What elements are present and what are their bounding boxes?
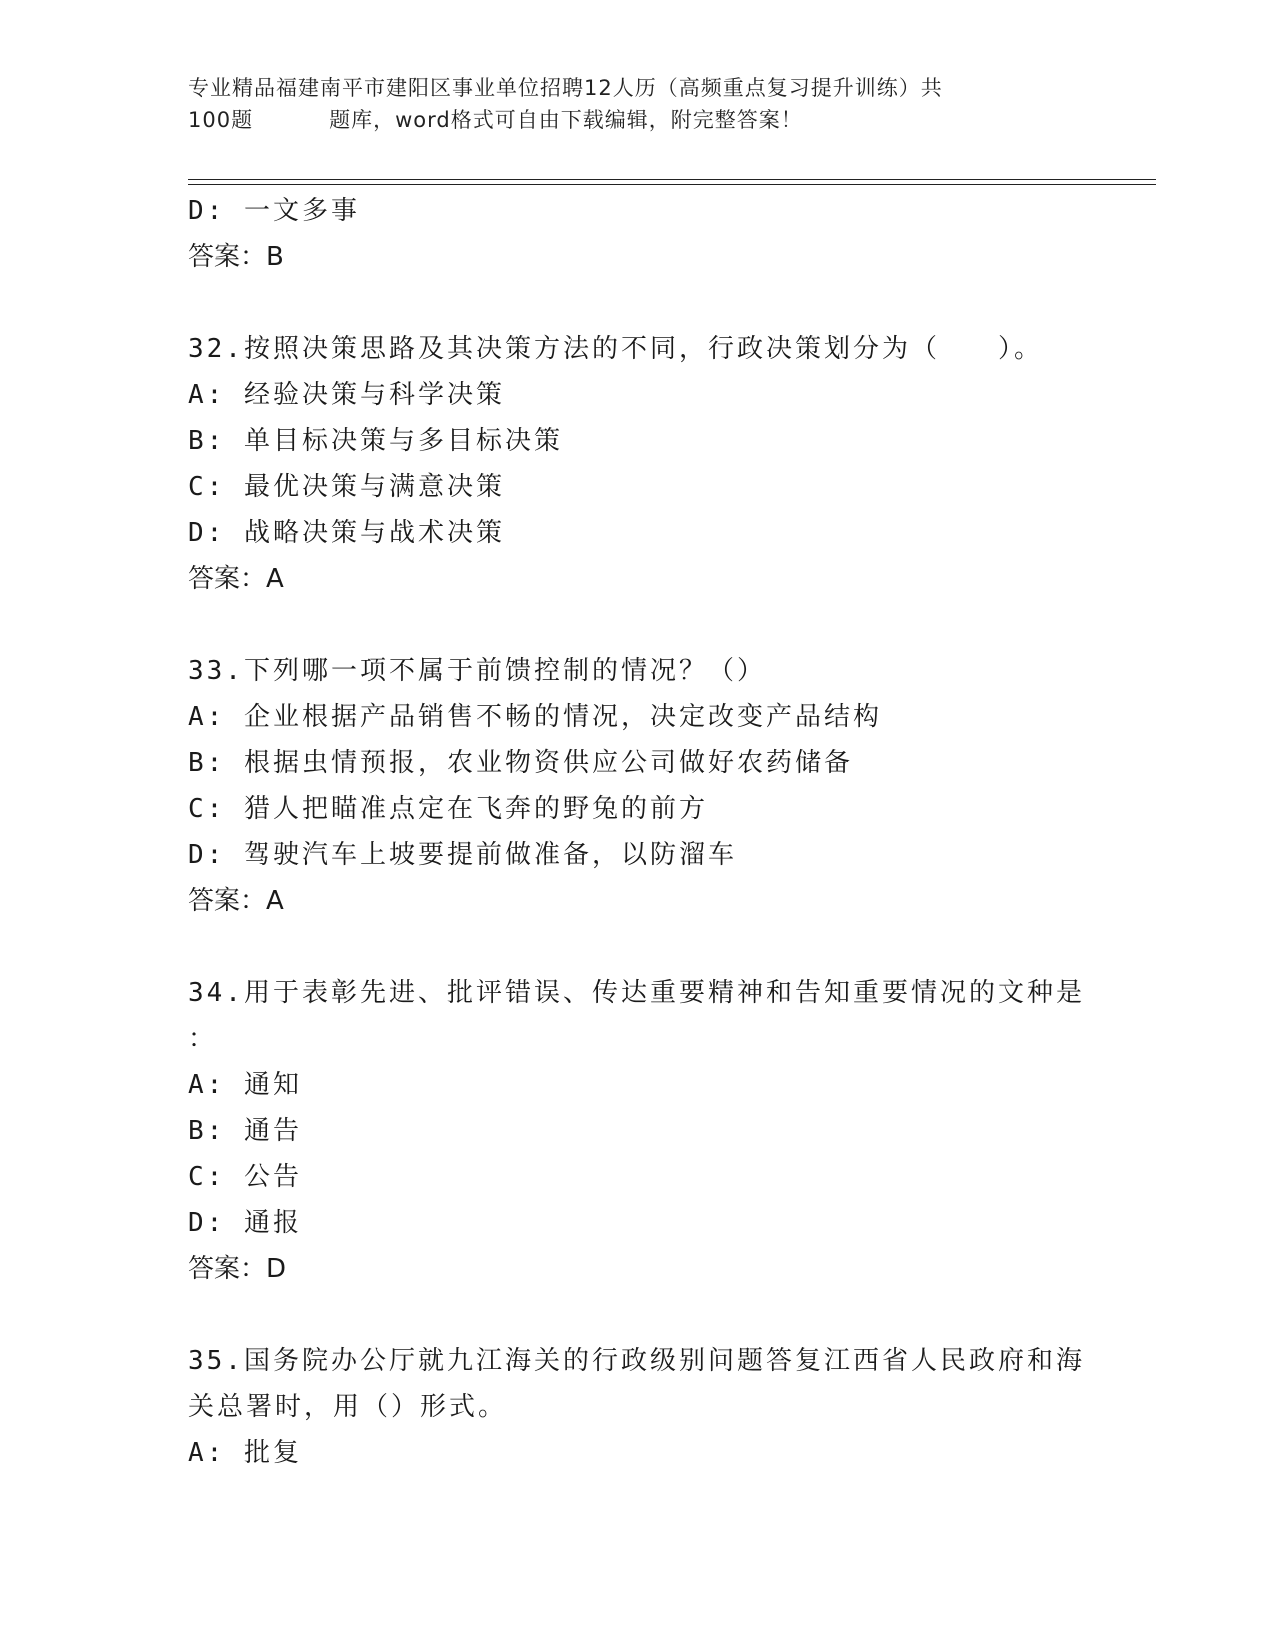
- header-title-line-2: [188, 104, 1088, 136]
- question-32-answer: 答案：A: [188, 564, 284, 594]
- question-35-stem-line-2: 关总署时，用（）形式。: [188, 1392, 508, 1422]
- question-32-option-b: B: 单目标决策与多目标决策: [188, 426, 563, 456]
- question-32-option-c: C: 最优决策与满意决策: [188, 472, 505, 502]
- question-34-answer: 答案：D: [188, 1254, 287, 1284]
- question-34-stem-line-1: 34.用于表彰先进、批评错误、传达重要精神和告知重要情况的文种是: [188, 978, 1085, 1008]
- header-divider: [188, 179, 1156, 185]
- document-body: [188, 188, 1088, 1476]
- question-33-option-b: B: 根据虫情预报，农业物资供应公司做好农药储备: [188, 748, 853, 778]
- question-33-stem: 33.下列哪一项不属于前馈控制的情况？（）: [188, 656, 766, 686]
- question-33-option-c: C: 猎人把瞄准点定在飞奔的野兔的前方: [188, 794, 708, 824]
- header-question-count: 100题: [188, 108, 254, 132]
- question-31-answer: 答案：B: [188, 242, 284, 272]
- question-34-option-a: A: 通知: [188, 1070, 302, 1100]
- page-header: [188, 72, 1088, 136]
- header-title-line-1: 专业精品福建南平市建阳区事业单位招聘12人历（高频重点复习提升训练）共: [188, 76, 943, 100]
- question-31-option-d: D: 一文多事: [188, 196, 360, 226]
- question-35-stem-line-1: 35.国务院办公厅就九江海关的行政级别问题答复江西省人民政府和海: [188, 1346, 1085, 1376]
- question-33-answer: 答案：A: [188, 886, 284, 916]
- question-34-stem-line-2: ：: [188, 1024, 218, 1054]
- question-32-option-a: A: 经验决策与科学决策: [188, 380, 505, 410]
- question-33-option-a: A: 企业根据产品销售不畅的情况，决定改变产品结构: [188, 702, 882, 732]
- question-32-option-d: D: 战略决策与战术决策: [188, 518, 505, 548]
- question-34-option-b: B: 通告: [188, 1116, 302, 1146]
- question-34-option-d: D: 通报: [188, 1208, 302, 1238]
- header-description: 题库，word格式可自由下载编辑，附完整答案！: [329, 108, 803, 132]
- question-32-stem: 32.按照决策思路及其决策方法的不同，行政决策划分为（ ）。: [188, 334, 1043, 364]
- question-34-option-c: C: 公告: [188, 1162, 302, 1192]
- question-35-option-a: A: 批复: [188, 1438, 302, 1468]
- question-33-option-d: D: 驾驶汽车上坡要提前做准备，以防溜车: [188, 840, 737, 870]
